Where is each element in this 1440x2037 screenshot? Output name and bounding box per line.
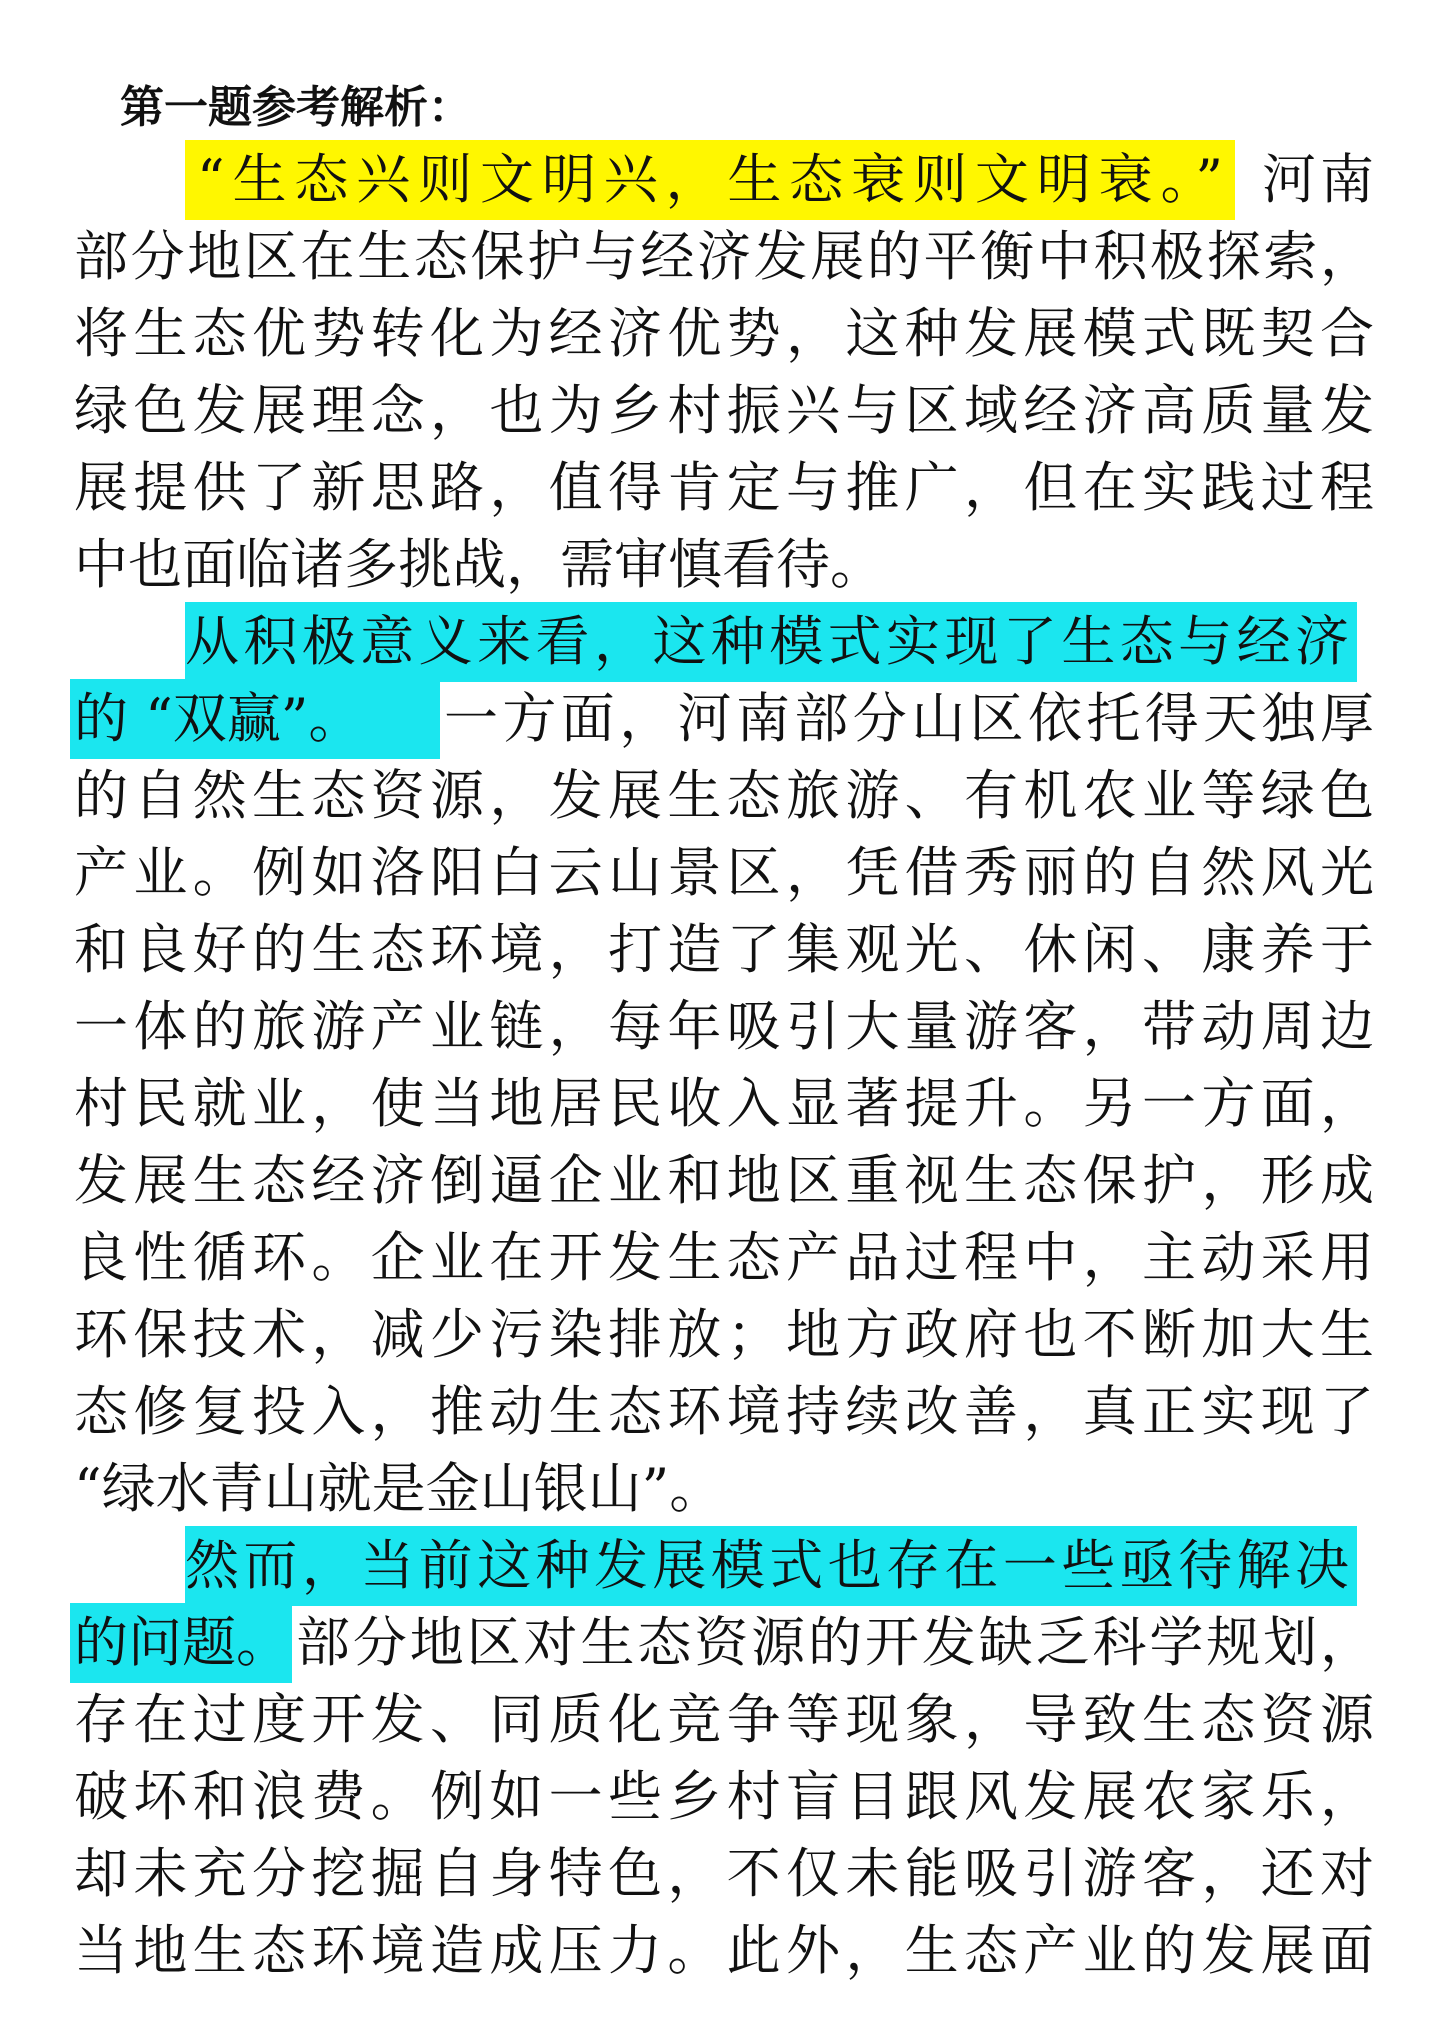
paragraph3-line: 却未充分挖掘自身特色，不仅未能吸引游客，还对 [74,1842,1374,1905]
paragraph2-line: 环保技术，减少污染排放；地方政府也不断加大生 [74,1303,1374,1366]
paragraph2-line: 产业。例如洛阳白云山景区，凭借秀丽的自然风光 [74,841,1374,904]
paragraph2-highlight-line1: 从积极意义来看，这种模式实现了生态与经济 [185,602,1357,682]
paragraph2-line2-tail: 一方面，河南部分山区依托得天独厚 [444,687,1374,750]
paragraph3-line: 破坏和浪费。例如一些乡村盲目跟风发展农家乐， [74,1765,1374,1828]
paragraph3-highlight-line2: 的问题。 [70,1603,292,1683]
section-heading: 第一题参考解析： [120,82,472,133]
paragraph1-line: 展提供了新思路，值得肯定与推广，但在实践过程 [74,456,1374,519]
paragraph2-line: “绿水青山就是金山银山”。 [74,1457,724,1520]
paragraph2-line: 发展生态经济倒逼企业和地区重视生态保护，形成 [74,1149,1374,1212]
paragraph2-line: 态修复投入，推动生态环境持续改善，真正实现了 [74,1380,1374,1443]
paragraph1-line: 绿色发展理念，也为乡村振兴与区域经济高质量发 [74,379,1374,442]
paragraph1-line1-tail: 河南 [1262,148,1374,211]
paragraph2-line: 的自然生态资源，发展生态旅游、有机农业等绿色 [74,764,1374,827]
paragraph1-line: 部分地区在生态保护与经济发展的平衡中积极探索， [74,225,1374,288]
paragraph3-line: 存在过度开发、同质化竞争等现象，导致生态资源 [74,1688,1374,1751]
paragraph3-line: 当地生态环境造成压力。此外，生态产业的发展面 [74,1919,1374,1982]
quote-highlight: “生态兴则文明兴，生态衰则文明衰。” [185,140,1235,220]
paragraph3-highlight-line1: 然而，当前这种发展模式也存在一些亟待解决 [185,1526,1357,1606]
paragraph2-highlight-line2: 的 “双赢”。 [70,679,440,759]
paragraph2-line: 良性循环。企业在开发生态产品过程中，主动采用 [74,1226,1374,1289]
paragraph2-line: 一体的旅游产业链，每年吸引大量游客，带动周边 [74,995,1374,1058]
paragraph1-line: 中也面临诸多挑战，需审慎看待。 [74,533,884,596]
paragraph1-line: 将生态优势转化为经济优势，这种发展模式既契合 [74,302,1374,365]
paragraph3-line2-tail: 部分地区对生态资源的开发缺乏科学规划， [296,1611,1374,1674]
paragraph2-line: 村民就业，使当地居民收入显著提升。另一方面， [74,1072,1374,1135]
paragraph2-line: 和良好的生态环境，打造了集观光、休闲、康养于 [74,918,1374,981]
